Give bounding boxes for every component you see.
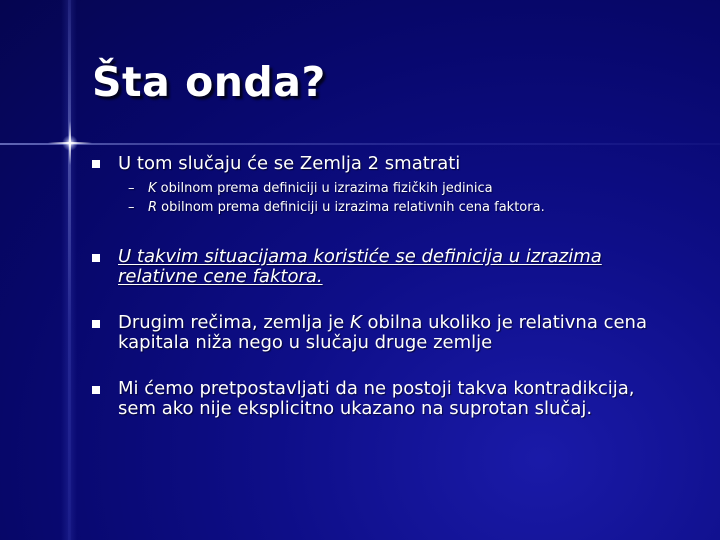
sub-item-dash: – xyxy=(128,200,135,215)
sub-item-text: obilnom prema definiciji u izrazima relativnih cena faktora. xyxy=(157,200,545,215)
sub-item-1 xyxy=(128,180,688,198)
bullet-marker xyxy=(92,160,100,168)
bullet-marker xyxy=(92,254,100,262)
sparkle-icon xyxy=(48,121,92,165)
bullet-item-3 xyxy=(118,313,658,353)
bullet-marker xyxy=(92,386,100,394)
bullet-variable: K xyxy=(349,312,362,333)
sub-item-variable: K xyxy=(148,181,157,196)
bullet-text: obilna ukoliko je relativna cena kapitala niža nego u slučaju druge zemlje xyxy=(118,312,647,353)
bullet-item-4: Mi ćemo pretpostavljati da ne postoji takva kontradikcija, sem ako nije eksplicitno ukazano na suprotan slučaj. xyxy=(118,378,635,419)
bullet-text: Drugim rečima, zemlja je xyxy=(118,312,350,333)
sub-item-2 xyxy=(128,199,688,217)
slide-title: Šta onda? xyxy=(92,58,326,106)
decorative-vertical-line xyxy=(68,0,71,540)
bullet-item-2: U takvim situacijama koristiće se definicija u izrazima relativne cene faktora. xyxy=(118,246,602,287)
bullet-item-1: U tom slučaju će se Zemlja 2 smatrati xyxy=(118,153,461,174)
decorative-horizontal-line xyxy=(0,143,720,145)
sub-item-dash: – xyxy=(128,181,135,196)
sub-item-text: obilnom prema definiciji u izrazima fizičkih jedinica xyxy=(156,181,493,196)
bullet-marker xyxy=(92,320,100,328)
sub-item-variable: R xyxy=(148,200,158,215)
